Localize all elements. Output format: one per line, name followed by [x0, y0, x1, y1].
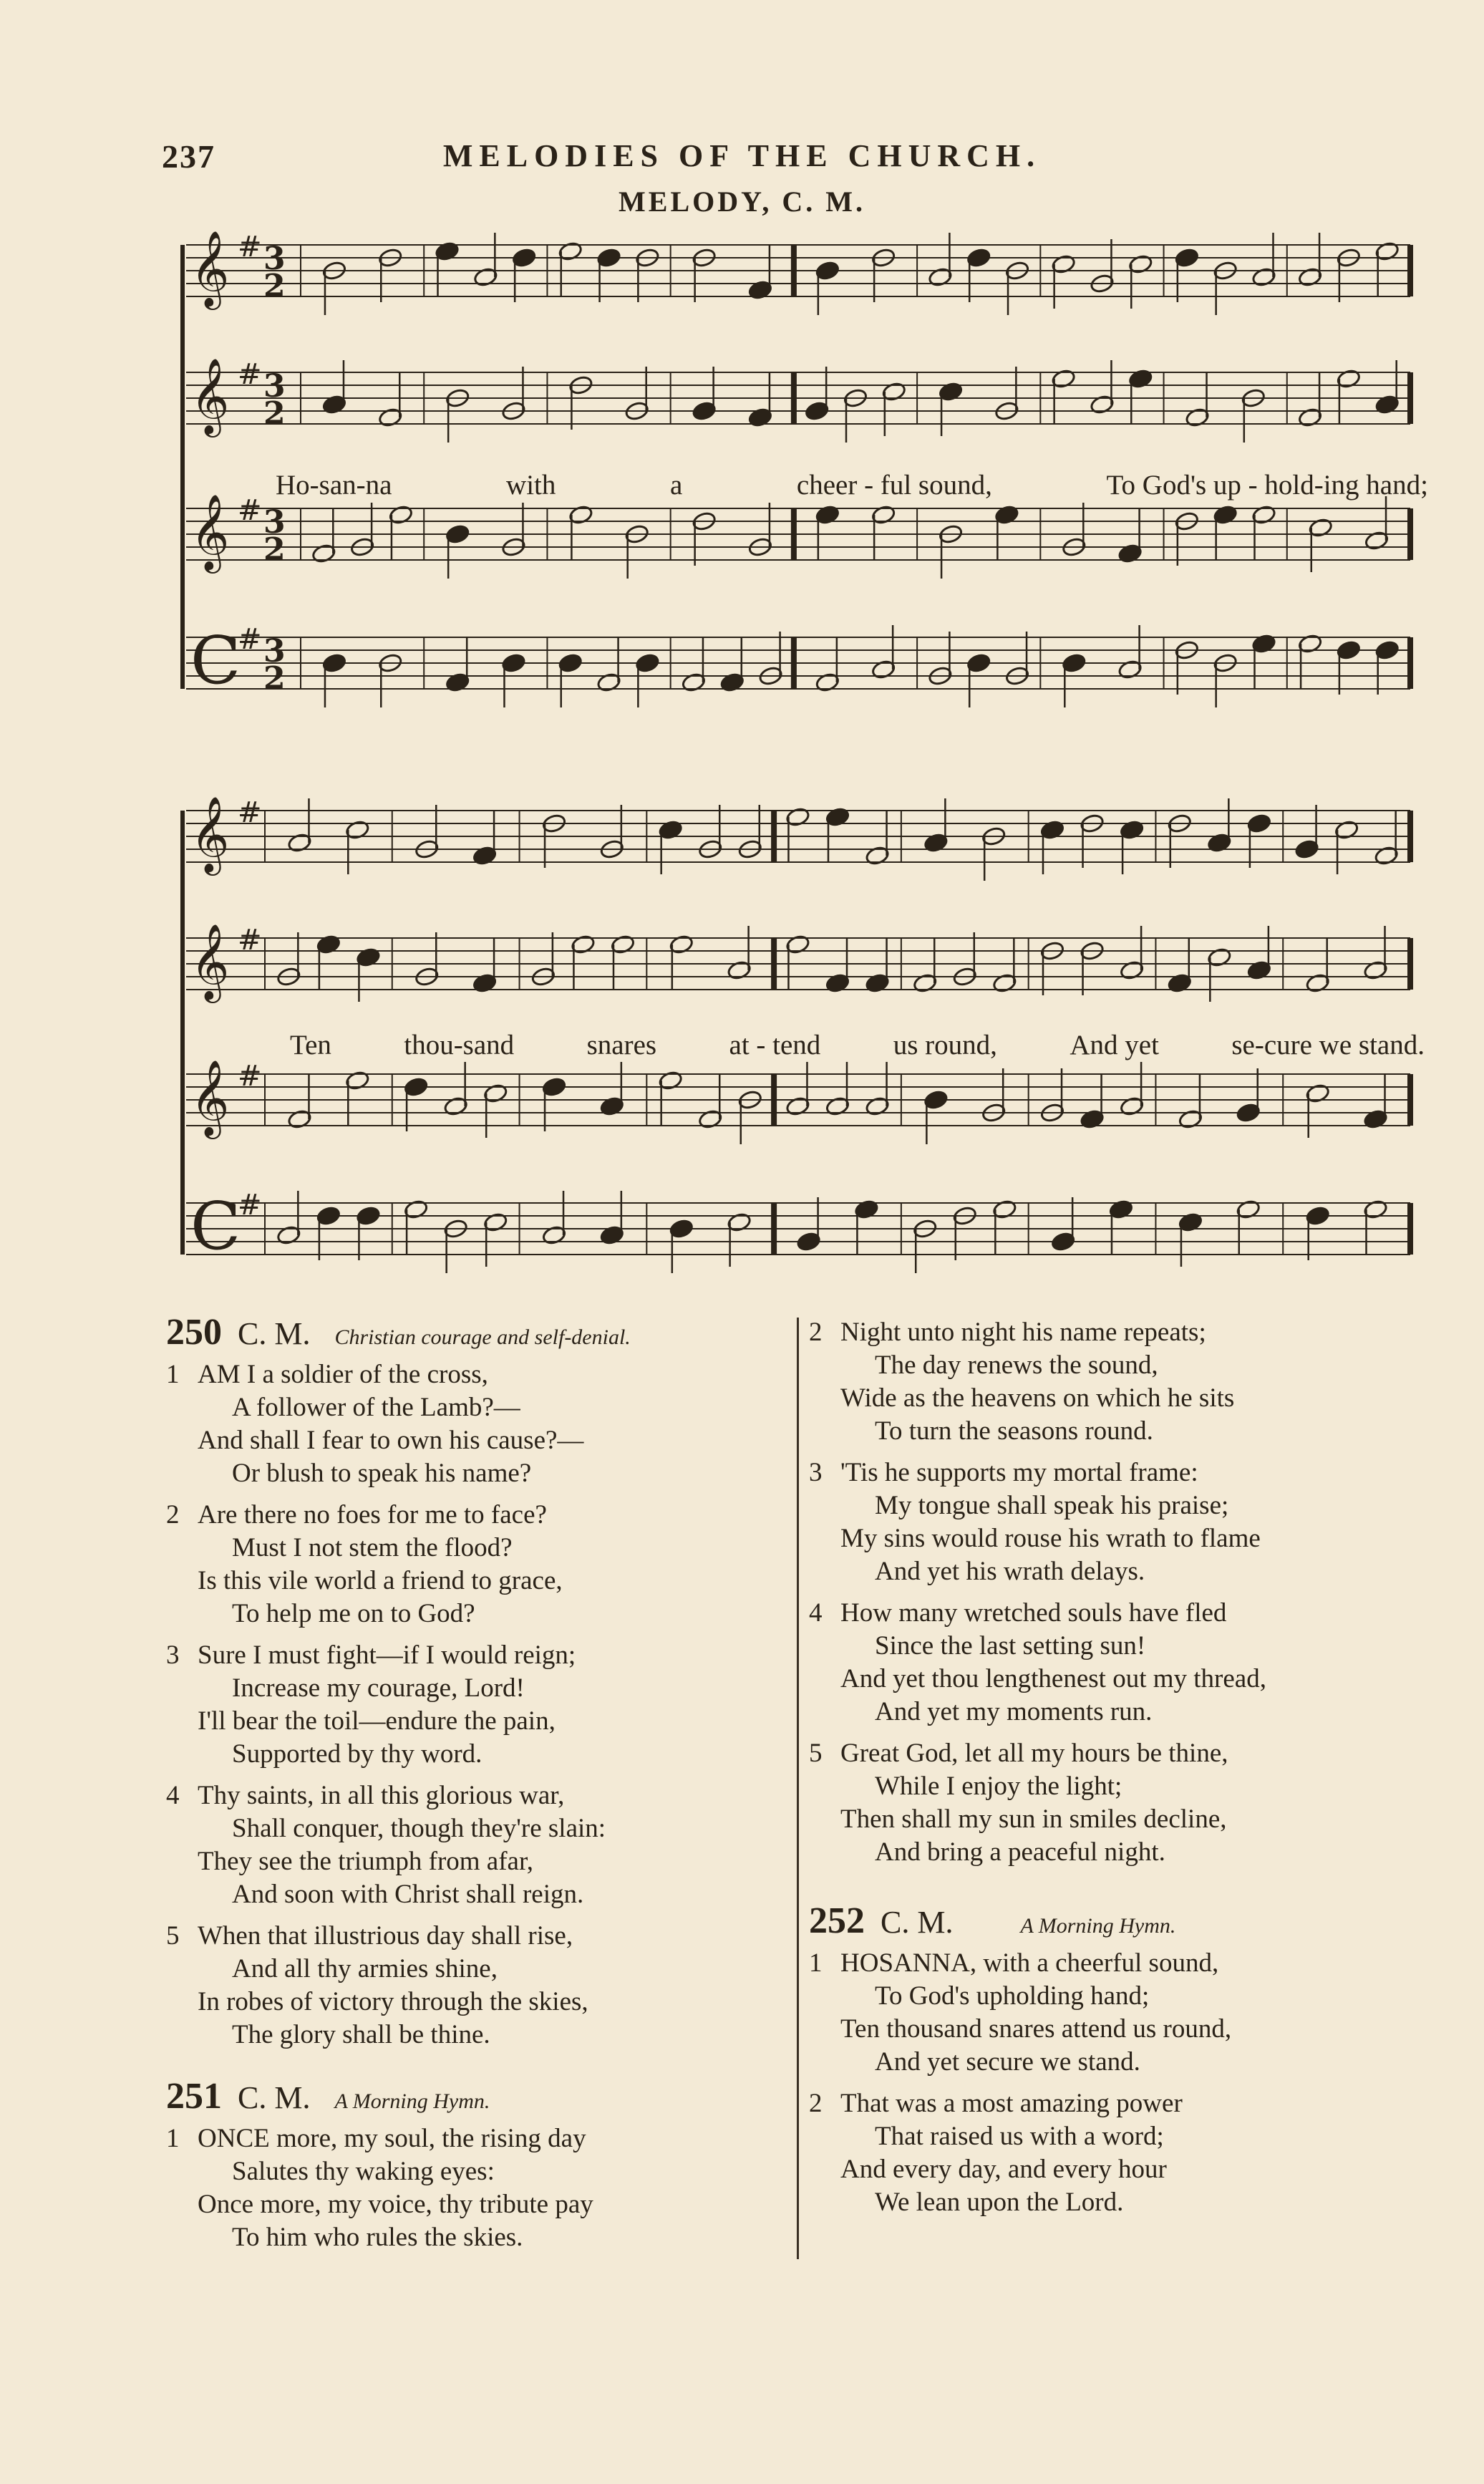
verse-line: Ten thousand snares attend us round, — [840, 2014, 1232, 2044]
lyric-word: Ho-san-na — [276, 470, 392, 501]
treble-clef-icon: 𝄞 — [190, 357, 230, 434]
verse-line: Once more, my voice, thy tribute pay — [198, 2190, 593, 2219]
verse-line: In robes of victory through the skies, — [198, 1987, 588, 2016]
sharp-icon: # — [238, 623, 262, 656]
stanza-number: 1 — [166, 2124, 180, 2153]
lyric-word: To God's up - hold-ing hand; — [1106, 470, 1428, 501]
verse-line: To God's upholding hand; — [875, 1981, 1150, 2011]
sharp-icon: # — [238, 231, 262, 264]
verse-line: And yet his wrath delays. — [875, 1557, 1145, 1586]
lyric-word: a — [670, 470, 683, 501]
stanza-number: 3 — [166, 1640, 180, 1670]
verse-line: And yet thou lengthenest out my thread, — [840, 1664, 1266, 1693]
treble-clef-icon: 𝄞 — [190, 493, 230, 570]
lyric-word: Ten — [290, 1030, 331, 1060]
lyric-word: cheer - ful sound, — [796, 470, 992, 501]
stanza — [809, 2087, 1439, 2219]
verse-line: Must I not stem the flood? — [232, 1533, 513, 1562]
verse-line: AM I a soldier of the cross, — [198, 1360, 488, 1389]
left-column — [166, 1312, 775, 2263]
sharp-icon: # — [238, 1189, 262, 1222]
sharp-icon: # — [238, 358, 262, 391]
verse-line: To turn the seasons round. — [875, 1416, 1153, 1446]
running-head: MELODIES OF THE CHURCH. — [442, 138, 1042, 173]
verse-line: And shall I fear to own his cause?— — [198, 1426, 584, 1455]
verse-line: 'Tis he supports my mortal frame: — [840, 1458, 1198, 1487]
lyrics-line-1 — [276, 469, 1428, 501]
stanza-number: 5 — [809, 1739, 823, 1768]
hymn-number: 251 — [166, 2076, 222, 2117]
verse-line: The day renews the sound, — [875, 1350, 1158, 1380]
hymn-description: Christian courage and self-denial. — [334, 1325, 631, 1349]
stanza — [166, 1920, 775, 2052]
verse-line: How many wretched souls have fled — [840, 1598, 1227, 1628]
verse-line: Great God, let all my hours be thine, — [840, 1739, 1228, 1768]
sharp-icon: # — [238, 924, 262, 957]
stanza — [166, 1639, 775, 1771]
verse-line: When that illustrious day shall rise, — [198, 1921, 573, 1951]
verse-line: That was a most amazing power — [840, 2089, 1183, 2118]
column-divider — [797, 1318, 799, 2259]
bass-clef-icon: C — [190, 622, 241, 699]
verse-line: Since the last setting sun! — [875, 1631, 1146, 1661]
hymn-description: A Morning Hymn. — [1020, 1914, 1176, 1938]
hymn-description: A Morning Hymn. — [334, 2089, 490, 2113]
stanza — [809, 1947, 1439, 2079]
hymn-number: 250 — [166, 1312, 222, 1353]
stanza-number: 4 — [809, 1598, 823, 1628]
verse-line: Sure I must fight—if I would reign; — [198, 1640, 576, 1670]
treble-clef-icon: 𝄞 — [190, 230, 230, 306]
verse-line: They see the triumph from afar, — [198, 1847, 534, 1876]
hymn-251-header — [166, 2076, 775, 2118]
stanza — [166, 1499, 775, 1630]
page-number: 237 — [162, 138, 215, 175]
time-signature-bottom: 2 — [263, 395, 286, 432]
stanza — [166, 1779, 775, 1911]
verse-line: Then shall my sun in smiles decline, — [840, 1804, 1227, 1834]
time-signature-top: 3 — [263, 241, 286, 277]
stanza-number: 4 — [166, 1781, 180, 1810]
verse-line: We lean upon the Lord. — [875, 2188, 1124, 2217]
hymn-meter: C. M. — [881, 1905, 954, 1940]
treble-clef-icon: 𝄞 — [190, 923, 230, 1000]
verse-line: And yet my moments run. — [875, 1697, 1153, 1726]
verse-line: ONCE more, my soul, the rising day — [198, 2124, 586, 2153]
lyric-word: us round, — [893, 1030, 997, 1060]
lyrics-line-2 — [290, 1029, 1425, 1061]
verse-line: Supported by thy word. — [232, 1739, 482, 1769]
verse-line: Is this vile world a friend to grace, — [198, 1566, 563, 1595]
verse-line: HOSANNA, with a cheerful sound, — [840, 1948, 1219, 1978]
hymn-250-header — [166, 1312, 775, 1354]
time-signature-bottom: 2 — [263, 268, 286, 304]
verse-line: Are there no foes for me to face? — [198, 1500, 547, 1529]
stanza-number: 5 — [166, 1921, 180, 1951]
lyric-word: snares — [586, 1030, 657, 1060]
stanza — [809, 1456, 1439, 1588]
sharp-icon: # — [238, 1060, 262, 1093]
verse-line: The glory shall be thine. — [232, 2020, 490, 2049]
system-bracket — [180, 245, 185, 689]
verse-line: To help me on to God? — [232, 1599, 475, 1628]
hymn-252-header — [809, 1900, 1439, 1943]
verse-line: Salutes thy waking eyes: — [232, 2157, 495, 2186]
verse-line: Shall conquer, though they're slain: — [232, 1814, 606, 1843]
lyric-word: And yet — [1070, 1030, 1159, 1060]
verse-line: My tongue shall speak his praise; — [875, 1491, 1229, 1520]
right-column — [809, 1316, 1439, 2228]
verse-line: Increase my courage, Lord! — [232, 1673, 525, 1703]
lyric-word: with — [506, 470, 556, 501]
tune-title: MELODY, C. M. — [619, 185, 865, 218]
system-bracket — [180, 811, 185, 1255]
treble-clef-icon: 𝄞 — [190, 796, 230, 872]
verse-line: And every day, and every hour — [840, 2155, 1167, 2184]
verse-line: My sins would rouse his wrath to flame — [840, 1524, 1261, 1553]
stanza — [809, 1316, 1439, 1448]
stanza — [809, 1597, 1439, 1729]
verse-line: Thy saints, in all this glorious war, — [198, 1781, 565, 1810]
stanza-number: 2 — [809, 2089, 823, 2118]
hymn-number: 252 — [809, 1900, 865, 1941]
verse-line: And soon with Christ shall reign. — [232, 1880, 584, 1909]
time-signature-bottom: 2 — [263, 660, 286, 697]
time-signature-bottom: 2 — [263, 531, 286, 568]
verse-line: And yet secure we stand. — [875, 2047, 1140, 2077]
sharp-icon: # — [238, 494, 262, 527]
lyric-word: thou-sand — [404, 1030, 515, 1060]
lyric-word: at - tend — [729, 1030, 821, 1060]
verse-line: Night unto night his name repeats; — [840, 1318, 1206, 1347]
verse-line: While I enjoy the light; — [875, 1772, 1122, 1801]
verse-line: That raised us with a word; — [875, 2122, 1164, 2151]
verse-line: A follower of the Lamb?— — [232, 1393, 520, 1422]
stanza-number: 1 — [809, 1948, 823, 1978]
verse-line: Or blush to speak his name? — [232, 1459, 532, 1488]
bass-clef-icon: C — [190, 1188, 241, 1265]
verse-line: I'll bear the toil—endure the pain, — [198, 1706, 556, 1736]
sharp-icon: # — [238, 796, 262, 829]
stanza-number: 2 — [166, 1500, 180, 1529]
hymn-meter: C. M. — [238, 1316, 311, 1351]
verse-line: And all thy armies shine, — [232, 1954, 498, 1983]
stanza — [809, 1737, 1439, 1869]
verse-line: To him who rules the skies. — [232, 2223, 523, 2252]
verse-line: And bring a peaceful night. — [875, 1837, 1165, 1867]
stanza — [166, 1358, 775, 1490]
lyric-word: se-cure we stand. — [1231, 1030, 1425, 1060]
verse-line: Wide as the heavens on which he sits — [840, 1383, 1235, 1413]
stanza-number: 1 — [166, 1360, 180, 1389]
stanza — [166, 2122, 775, 2254]
time-signature-top: 3 — [263, 504, 286, 541]
hymn-meter: C. M. — [238, 2080, 311, 2115]
time-signature-top: 3 — [263, 368, 286, 405]
time-signature-top: 3 — [263, 633, 286, 670]
stanza-number: 2 — [809, 1318, 823, 1347]
treble-clef-icon: 𝄞 — [190, 1059, 230, 1136]
stanza-number: 3 — [809, 1458, 823, 1487]
